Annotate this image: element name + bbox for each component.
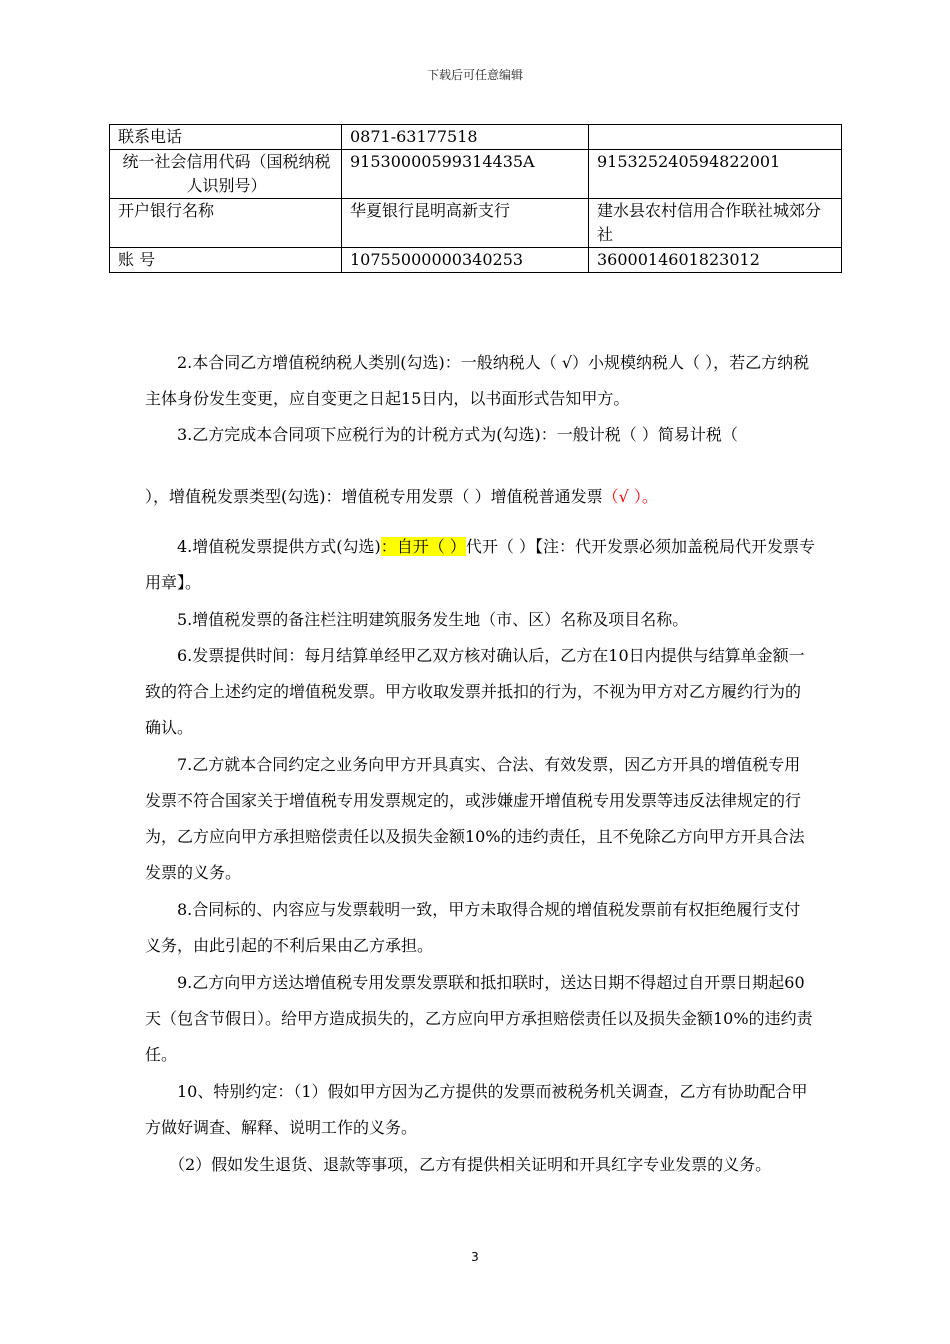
clause-5: 5.增值税发票的备注栏注明建筑服务发生地（市、区）名称及项目名称。: [177, 610, 689, 629]
table-row: [110, 248, 842, 273]
clause-2: 2.本合同乙方增值税纳税人类别(勾选)：一般纳税人（ √）小规模纳税人（ ），若乙方纳税主体身份发生变更，应自变更之日起15日内，以书面形式告知甲方。: [145, 353, 810, 408]
party-b-value: 建水县农村信用合作联社城郊分社: [589, 199, 842, 248]
clause-3-line1: 3.乙方完成本合同项下应税行为的计税方式为(勾选)：一般计税（ ）简易计税（: [177, 425, 738, 444]
clause-10-2: （2）假如发生退货、退款等事项，乙方有提供相关证明和开具红字专业发票的义务。: [169, 1155, 772, 1174]
party-a-value: 0871-63177518: [342, 125, 589, 150]
page-number: 3: [471, 1250, 479, 1264]
row-label: 统一社会信用代码（国税纳税人识别号）: [110, 150, 342, 199]
party-a-value: 10755000000340253: [342, 248, 589, 273]
clause-3-text: ），增值税发票类型(勾选)：增值税专用发票（ ）增值税普通发票: [145, 487, 603, 506]
party-a-value: 91530000599314435A: [342, 150, 589, 199]
clause-7: 7.乙方就本合同约定之业务向甲方开具真实、合法、有效发票，因乙方开具的增值税专用发票不符合国家关于增值税专用发票规定的，或涉嫌虚开增值税专用发票等违反法律规定的行为，乙方应向甲方承担赔偿责任以及损失金额10%的违约责任，且不免除乙方向甲方开具合法发票的义务。: [145, 755, 805, 882]
row-label: 联系电话: [110, 125, 342, 150]
party-b-value: 915325240594822001: [589, 150, 842, 199]
row-label: 账 号: [110, 248, 342, 273]
party-b-value: 3600014601823012: [589, 248, 842, 273]
table-row: [110, 125, 842, 150]
row-label: 开户银行名称: [110, 199, 342, 248]
party-info-table: [109, 124, 842, 273]
clause-4-rest: 代开（ ）【注：代开发票必须加盖税局代开发票专用章】。: [145, 537, 815, 592]
page-header: 下载后可任意编辑: [426, 68, 523, 82]
clause-8: 8.合同标的、内容应与发票载明一致，甲方未取得合规的增值税发票前有权拒绝履行支付义务，由此引起的不利后果由乙方承担。: [145, 900, 801, 955]
clause-10: 10、特别约定：（1）假如甲方因为乙方提供的发票而被税务机关调查，乙方有协助配合甲方做好调查、解释、说明工作的义务。: [145, 1082, 808, 1137]
clause-4: [145, 529, 815, 601]
table-row: [110, 150, 842, 199]
party-a-value: 华夏银行昆明高新支行: [342, 199, 589, 248]
checkmark-red: （√ ）。: [602, 487, 658, 506]
highlighted-text: ：自开（ ）: [380, 537, 466, 556]
clause-6: 6.发票提供时间：每月结算单经甲乙双方核对确认后，乙方在10日内提供与结算单金额一致的符合上述约定的增值税发票。甲方收取发票并抵扣的行为，不视为甲方对乙方履约行为的确认。: [145, 646, 805, 737]
party-b-value: [589, 125, 842, 150]
clause-3-line2: [145, 479, 815, 515]
clause-4-text: 4.增值税发票提供方式(勾选): [177, 537, 381, 556]
clause-9: 9.乙方向甲方送达增值税专用发票发票联和抵扣联时，送达日期不得超过自开票日期起60天（包含节假日）。给甲方造成损失的，乙方应向甲方承担赔偿责任以及损失金额10%的违约责任。: [145, 973, 813, 1064]
table-row: [110, 199, 842, 248]
